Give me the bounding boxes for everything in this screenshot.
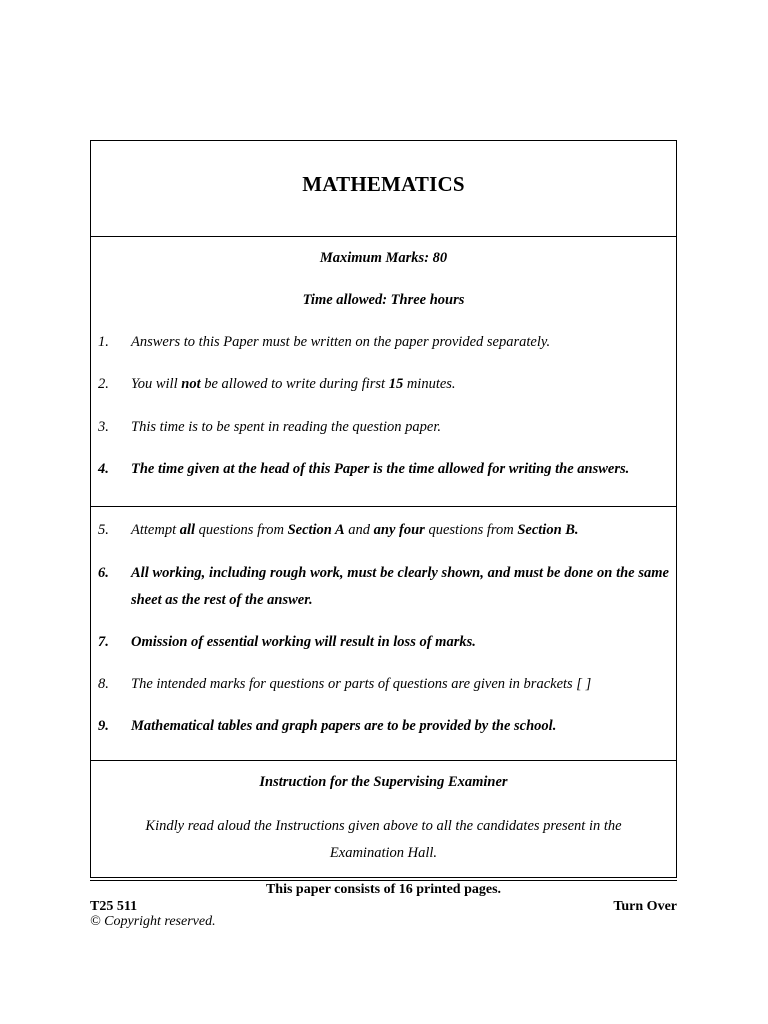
copyright-notice: © Copyright reserved. xyxy=(90,914,216,929)
instruction-3 xyxy=(98,414,669,441)
instruction-text: Omission of essential working will result in loss of marks. xyxy=(131,634,476,650)
turn-over-label: Turn Over xyxy=(613,899,677,914)
instructions-box xyxy=(90,140,677,878)
max-marks: Maximum Marks: 80 xyxy=(319,250,448,266)
general-instructions-section xyxy=(91,236,676,507)
instruction-text: The time given at the head of this Paper is the time allowed for writing the answers. xyxy=(131,461,630,477)
instruction-text: Answers to this Paper must be written on the paper provided separately. xyxy=(131,334,551,350)
title-section xyxy=(91,141,676,237)
instruction-number: 2. xyxy=(98,376,109,392)
instruction-text: Attempt all questions from Section A and any four questions from Section B. xyxy=(131,522,579,538)
instruction-text: Mathematical tables and graph papers are to be provided by the school. xyxy=(131,718,557,734)
instruction-text: The intended marks for questions or parts of questions are given in brackets [ ] xyxy=(131,676,592,692)
time-allowed: Time allowed: Three hours xyxy=(302,292,465,308)
instruction-text: This time is to be spent in reading the question paper. xyxy=(131,419,441,435)
supervisor-heading: Instruction for the Supervising Examiner xyxy=(259,774,508,790)
instruction-2 xyxy=(98,371,669,398)
pages-note: This paper consists of 16 printed pages. xyxy=(265,882,502,897)
instruction-text: All working, including rough work, must be clearly shown, and must be done on the same sheet as the rest of the answer. xyxy=(131,565,669,608)
instruction-1 xyxy=(98,329,669,356)
supervisor-section xyxy=(91,760,676,879)
instruction-number: 9. xyxy=(98,718,109,734)
instruction-6 xyxy=(98,560,669,614)
instruction-8 xyxy=(98,671,669,698)
instruction-number: 6. xyxy=(98,565,109,581)
answering-instructions-section xyxy=(91,506,676,761)
instruction-5 xyxy=(98,517,669,544)
instruction-4 xyxy=(98,456,669,483)
instruction-9 xyxy=(98,713,669,740)
instruction-number: 7. xyxy=(98,634,109,650)
paper-title: MATHEMATICS xyxy=(302,172,465,196)
instruction-number: 3. xyxy=(98,419,109,435)
instruction-number: 1. xyxy=(98,334,109,350)
instruction-number: 8. xyxy=(98,676,109,692)
instruction-text: You will not be allowed to write during first 15 minutes. xyxy=(131,376,456,392)
instruction-number: 4. xyxy=(98,461,109,477)
instruction-number: 5. xyxy=(98,522,109,538)
paper-code: T25 511 xyxy=(90,899,138,914)
supervisor-text: Kindly read aloud the Instructions given above to all the candidates present in the Examination Hall. xyxy=(145,818,622,861)
instruction-7 xyxy=(98,629,669,656)
footer-divider xyxy=(90,880,677,881)
